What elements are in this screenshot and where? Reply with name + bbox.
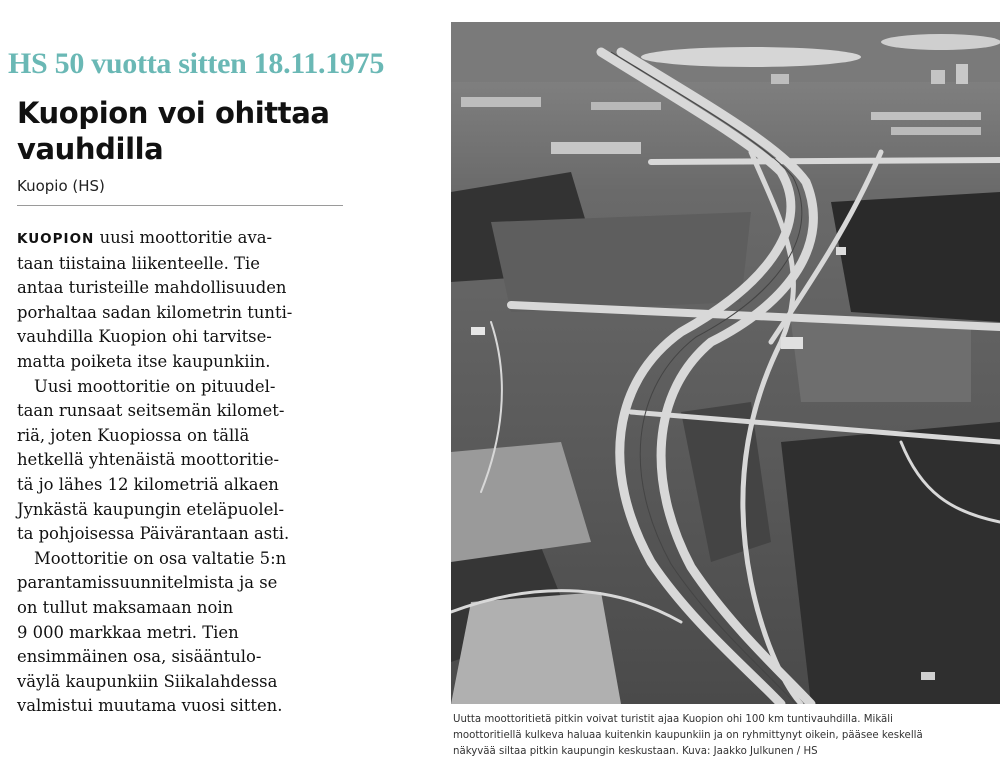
body-line: porhaltaa sadan kilometrin tunti- [17,302,293,322]
body-line: väylä kaupunkiin Siikalahdessa [17,671,278,691]
lead-word: KUOPION [17,231,95,247]
section-kicker: HS 50 vuotta sitten 18.11.1975 [8,47,385,80]
body-line: hetkellä yhtenäistä moottoritie- [17,450,280,470]
caption-line: Uutta moottoritietä pitkin voivat turistit ajaa Kuopion ohi 100 km tuntivauhdilla. Mikäli [453,714,893,725]
body-line: Jynkästä kaupungin eteläpuolel- [17,499,285,519]
body-line: ensimmäinen osa, sisääntulo- [17,647,262,667]
body-line: valmistui muutama vuosi sitten. [17,696,283,716]
body-line: on tullut maksamaan noin [17,597,234,617]
headline [17,95,347,167]
body-line: ta pohjoisessa Päivärantaan asti. [17,524,290,544]
headline-line: vauhdilla [17,132,164,166]
body-line: antaa turisteille mahdollisuuden [17,278,287,298]
body-line: taan tiistaina liikenteelle. Tie [17,253,260,273]
aerial-motorway-photo [451,22,1000,704]
body-line: matta poiketa itse kaupunkiin. [17,351,271,371]
caption-line: näkyvää siltaa pitkin kaupungin keskustaan. Kuva: Jaakko Julkunen / HS [453,746,818,757]
photo-caption [453,712,1001,760]
body-line: taan runsaat seitsemän kilomet- [17,401,285,421]
body-line-text: uusi moottoritie ava- [94,228,273,247]
body-line: parantamissuunnitelmista ja se [17,573,278,593]
dateline-location: Kuopio (HS) [17,177,105,195]
headline-line: Kuopion voi ohittaa [17,96,330,130]
body-line: Moottoritie on osa valtatie 5:n [34,548,287,568]
body-line [17,226,347,252]
body-line: riä, joten Kuopiossa on tällä [17,425,250,445]
caption-line: moottoritiellä kulkeva haluaa kuitenkin kaupunkiin ja on ryhmittynyt oikein, pääsee keskellä [453,730,923,741]
body-line: tä jo lähes 12 kilometriä alkaen [17,474,279,494]
article-body [17,226,347,719]
body-line: 9 000 markkaa metri. Tien [17,622,239,642]
body-line: vauhdilla Kuopion ohi tarvitse- [17,327,272,347]
divider [17,205,343,206]
body-line: Uusi moottoritie on pituudel- [34,376,276,396]
